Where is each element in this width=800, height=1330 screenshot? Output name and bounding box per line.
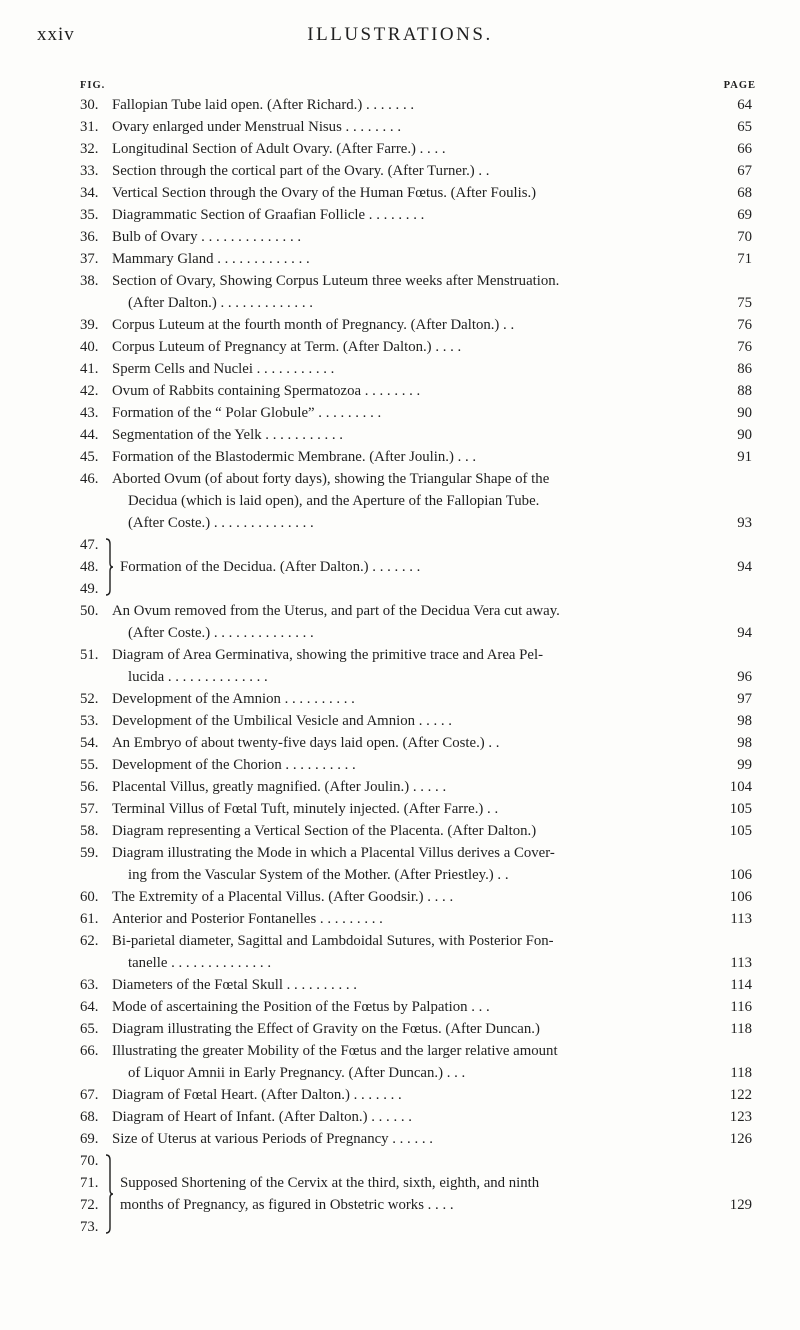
- entry-title: Ovary enlarged under Menstrual Nisus . . . . . . . .: [112, 119, 402, 135]
- entry-title: The Extremity of a Placental Villus. (After Goodsir.) . . . .: [112, 889, 454, 905]
- entry-line: [0, 1106, 800, 1128]
- entry-title: Section through the cortical part of the Ovary. (After Turner.) . .: [112, 163, 490, 179]
- entry-title: Fallopian Tube laid open. (After Richard.) . . . . . . .: [112, 97, 415, 113]
- list-entry: [0, 468, 800, 534]
- figure-number: 37.: [80, 251, 99, 267]
- list-entry: [0, 314, 800, 336]
- page-ref: 96: [737, 669, 752, 685]
- list-entry: [0, 380, 800, 402]
- figure-number: 47.: [80, 537, 99, 553]
- page-ref: 86: [737, 361, 752, 377]
- list-entry: [0, 160, 800, 182]
- list-entry: [0, 798, 800, 820]
- list-entry: [0, 1128, 800, 1150]
- figure-number: 39.: [80, 317, 99, 333]
- entry-line: [0, 424, 800, 446]
- entry-line: [0, 336, 800, 358]
- list-entry: [0, 1106, 800, 1128]
- entry-title: Placental Villus, greatly magnified. (After Joulin.) . . . . .: [112, 779, 447, 795]
- list-entry: [0, 974, 800, 996]
- figure-number: 62.: [80, 933, 99, 949]
- entry-line: [0, 512, 800, 534]
- entry-line: [0, 446, 800, 468]
- list-entry: [0, 732, 800, 754]
- page-ref: 114: [730, 977, 752, 993]
- entry-line: [0, 622, 800, 644]
- entry-line: [0, 270, 800, 292]
- page-ref: 94: [737, 559, 752, 575]
- entry-line: [0, 380, 800, 402]
- figure-number: 70.: [80, 1153, 99, 1169]
- entry-line: [0, 138, 800, 160]
- entry-title: Mode of ascertaining the Position of the Fœtus by Palpation . . .: [112, 999, 490, 1015]
- page-ref: 76: [737, 317, 752, 333]
- entry-title: Sperm Cells and Nuclei . . . . . . . . . . .: [112, 361, 335, 377]
- entry-title: Corpus Luteum at the fourth month of Pregnancy. (After Dalton.) . .: [112, 317, 515, 333]
- page-ref: 98: [737, 713, 752, 729]
- entry-title: Development of the Umbilical Vesicle and Amnion . . . . .: [112, 713, 452, 729]
- figure-number: 55.: [80, 757, 99, 773]
- figure-number: 30.: [80, 97, 99, 113]
- entry-title: Diagram of Area Germinativa, showing the primitive trace and Area Pel-: [112, 647, 544, 663]
- entry-line: [0, 1084, 800, 1106]
- list-entry: [0, 556, 800, 578]
- figure-number: 31.: [80, 119, 99, 135]
- list-entry: [0, 182, 800, 204]
- entry-line: [0, 1194, 800, 1216]
- list-entry: [0, 930, 800, 974]
- entry-title: (After Coste.) . . . . . . . . . . . . . .: [128, 515, 314, 531]
- list-entry: [0, 402, 800, 424]
- list-entry: [0, 754, 800, 776]
- list-entry: [0, 578, 800, 600]
- page-ref: 90: [737, 405, 752, 421]
- page-title: ILLUSTRATIONS.: [307, 24, 493, 45]
- entry-line: [0, 94, 800, 116]
- list-entry: [0, 226, 800, 248]
- entry-line: [0, 930, 800, 952]
- entry-title: (After Dalton.) . . . . . . . . . . . . .: [128, 295, 313, 311]
- page-ref: 98: [737, 735, 752, 751]
- page-ref: 97: [737, 691, 752, 707]
- entry-line: [0, 226, 800, 248]
- list-entry: [0, 1084, 800, 1106]
- entry-title: lucida . . . . . . . . . . . . . .: [128, 669, 268, 685]
- entry-title: Size of Uterus at various Periods of Pregnancy . . . . . .: [112, 1131, 433, 1147]
- entry-line: [0, 710, 800, 732]
- entry-line: [0, 666, 800, 688]
- entry-title: Development of the Chorion . . . . . . . . . .: [112, 757, 356, 773]
- page-ref: 67: [737, 163, 752, 179]
- entry-line: [0, 688, 800, 710]
- entry-line: [0, 1018, 800, 1040]
- figure-number: 59.: [80, 845, 99, 861]
- list-entry: [0, 336, 800, 358]
- entry-title: Terminal Villus of Fœtal Tuft, minutely injected. (After Farre.) . .: [112, 801, 499, 817]
- page-ref: 105: [729, 823, 752, 839]
- page-ref: 113: [730, 911, 752, 927]
- page-ref: 75: [737, 295, 752, 311]
- entry-title: Supposed Shortening of the Cervix at the third, sixth, eighth, and ninth: [120, 1175, 540, 1191]
- figure-number: 58.: [80, 823, 99, 839]
- entry-title: Formation of the Decidua. (After Dalton.) . . . . . . .: [120, 559, 421, 575]
- entry-title: (After Coste.) . . . . . . . . . . . . . .: [128, 625, 314, 641]
- page-ref: 129: [729, 1197, 752, 1213]
- entry-title: Longitudinal Section of Adult Ovary. (After Farre.) . . . .: [112, 141, 446, 157]
- figure-number: 36.: [80, 229, 99, 245]
- illustrations-list: [0, 94, 800, 1238]
- figure-number: 43.: [80, 405, 99, 421]
- page-column-label: PAGE: [723, 80, 756, 91]
- figure-number: 73.: [80, 1219, 99, 1235]
- page-ref: 94: [737, 625, 752, 641]
- entry-title: ing from the Vascular System of the Mother. (After Priestley.) . .: [128, 867, 509, 883]
- entry-title: Bi-parietal diameter, Sagittal and Lambdoidal Sutures, with Posterior Fon-: [112, 933, 554, 949]
- entry-title: Anterior and Posterior Fontanelles . . . . . . . . .: [112, 911, 383, 927]
- figure-number: 42.: [80, 383, 99, 399]
- page-ref: 123: [729, 1109, 752, 1125]
- figure-number: 38.: [80, 273, 99, 289]
- page-ref: 64: [737, 97, 752, 113]
- page-number: xxiv: [37, 24, 75, 45]
- entry-line: [0, 1216, 800, 1238]
- entry-title: Formation of the “ Polar Globule” . . . . . . . . .: [112, 405, 382, 421]
- entry-title: Diagram illustrating the Effect of Gravity on the Fœtus. (After Duncan.): [112, 1021, 540, 1037]
- entry-line: [0, 776, 800, 798]
- entry-line: [0, 1128, 800, 1150]
- figure-number: 33.: [80, 163, 99, 179]
- entry-title: Bulb of Ovary . . . . . . . . . . . . . .: [112, 229, 302, 245]
- entry-line: [0, 864, 800, 886]
- page-ref: 88: [737, 383, 752, 399]
- figure-number: 49.: [80, 581, 99, 597]
- entry-line: [0, 996, 800, 1018]
- entry-title: Vertical Section through the Ovary of the Human Fœtus. (After Foulis.): [112, 185, 537, 201]
- page-ref: 76: [737, 339, 752, 355]
- list-entry: [0, 644, 800, 688]
- entry-line: [0, 842, 800, 864]
- entry-title: Corpus Luteum of Pregnancy at Term. (After Dalton.) . . . .: [112, 339, 462, 355]
- page-ref: 104: [729, 779, 752, 795]
- figure-number: 48.: [80, 559, 99, 575]
- entry-line: [0, 204, 800, 226]
- figure-number: 40.: [80, 339, 99, 355]
- figure-number: 65.: [80, 1021, 99, 1037]
- entry-line: [0, 578, 800, 600]
- entry-title: of Liquor Amnii in Early Pregnancy. (After Duncan.) . . .: [128, 1065, 466, 1081]
- list-entry: [0, 116, 800, 138]
- figure-number: 50.: [80, 603, 99, 619]
- figure-number: 52.: [80, 691, 99, 707]
- list-entry: [0, 600, 800, 644]
- entry-line: [0, 160, 800, 182]
- figure-number: 45.: [80, 449, 99, 465]
- entry-line: [0, 468, 800, 490]
- list-entry: [0, 1172, 800, 1194]
- figure-number: 71.: [80, 1175, 99, 1191]
- brace-icon: [104, 1154, 114, 1234]
- list-entry: [0, 908, 800, 930]
- entry-title: tanelle . . . . . . . . . . . . . .: [128, 955, 272, 971]
- entry-line: [0, 952, 800, 974]
- figure-number: 44.: [80, 427, 99, 443]
- figure-number: 35.: [80, 207, 99, 223]
- list-entry: [0, 1018, 800, 1040]
- entry-line: [0, 490, 800, 512]
- entry-title: Mammary Gland . . . . . . . . . . . . .: [112, 251, 310, 267]
- page-ref: 71: [737, 251, 752, 267]
- list-entry: [0, 886, 800, 908]
- figure-number: 67.: [80, 1087, 99, 1103]
- page-ref: 106: [729, 867, 752, 883]
- entry-line: [0, 886, 800, 908]
- page-ref: 70: [737, 229, 752, 245]
- entry-line: [0, 292, 800, 314]
- entry-line: [0, 358, 800, 380]
- list-entry: [0, 1150, 800, 1172]
- figure-number: 69.: [80, 1131, 99, 1147]
- entry-line: [0, 908, 800, 930]
- entry-title: Diameters of the Fœtal Skull . . . . . . . . . .: [112, 977, 357, 993]
- page-ref: 106: [729, 889, 752, 905]
- entry-title: Diagram illustrating the Mode in which a Placental Villus derives a Cover-: [112, 845, 555, 861]
- list-entry: [0, 534, 800, 556]
- entry-line: [0, 1150, 800, 1172]
- list-entry: [0, 776, 800, 798]
- page-ref: 126: [729, 1131, 752, 1147]
- entry-title: Development of the Amnion . . . . . . . . . .: [112, 691, 355, 707]
- entry-line: [0, 1040, 800, 1062]
- figure-number: 64.: [80, 999, 99, 1015]
- page-ref: 93: [737, 515, 752, 531]
- entry-title: Illustrating the greater Mobility of the Fœtus and the larger relative amount: [112, 1043, 558, 1059]
- entry-line: [0, 974, 800, 996]
- entry-line: [0, 534, 800, 556]
- page-ref: 90: [737, 427, 752, 443]
- page-ref: 68: [737, 185, 752, 201]
- list-entry: [0, 138, 800, 160]
- page-ref: 122: [729, 1087, 752, 1103]
- page-ref: 99: [737, 757, 752, 773]
- list-entry: [0, 94, 800, 116]
- list-entry: [0, 1194, 800, 1216]
- list-entry: [0, 820, 800, 842]
- page-ref: 118: [730, 1021, 752, 1037]
- running-head: [0, 20, 800, 52]
- entry-line: [0, 798, 800, 820]
- entry-line: [0, 732, 800, 754]
- figure-number: 57.: [80, 801, 99, 817]
- figure-number: 51.: [80, 647, 99, 663]
- page-ref: 66: [737, 141, 752, 157]
- figure-number: 32.: [80, 141, 99, 157]
- entry-title: An Ovum removed from the Uterus, and part of the Decidua Vera cut away.: [112, 603, 560, 619]
- entry-title: Diagram of Fœtal Heart. (After Dalton.) . . . . . . .: [112, 1087, 402, 1103]
- entry-line: [0, 314, 800, 336]
- entry-line: [0, 1062, 800, 1084]
- entry-line: [0, 600, 800, 622]
- entry-title: Aborted Ovum (of about forty days), showing the Triangular Shape of the: [112, 471, 550, 487]
- list-entry: [0, 1216, 800, 1238]
- entry-line: [0, 182, 800, 204]
- page-ref: 113: [730, 955, 752, 971]
- fig-column-label: FIG.: [80, 80, 106, 91]
- list-entry: [0, 358, 800, 380]
- entry-title: Section of Ovary, Showing Corpus Luteum three weeks after Menstruation.: [112, 273, 560, 289]
- list-entry: [0, 248, 800, 270]
- entry-title: Diagram representing a Vertical Section of the Placenta. (After Dalton.): [112, 823, 537, 839]
- figure-number: 54.: [80, 735, 99, 751]
- figure-number: 53.: [80, 713, 99, 729]
- page-ref: 105: [729, 801, 752, 817]
- figure-number: 66.: [80, 1043, 99, 1059]
- entry-title: Formation of the Blastodermic Membrane. (After Joulin.) . . .: [112, 449, 477, 465]
- figure-number: 61.: [80, 911, 99, 927]
- list-entry: [0, 446, 800, 468]
- entry-line: [0, 820, 800, 842]
- page-ref: 65: [737, 119, 752, 135]
- list-entry: [0, 204, 800, 226]
- figure-number: 72.: [80, 1197, 99, 1213]
- entry-title: Segmentation of the Yelk . . . . . . . . . . .: [112, 427, 343, 443]
- list-entry: [0, 710, 800, 732]
- brace-icon: [104, 538, 114, 596]
- entry-title: Diagrammatic Section of Graafian Follicle . . . . . . . .: [112, 207, 425, 223]
- figure-number: 63.: [80, 977, 99, 993]
- list-entry: [0, 688, 800, 710]
- entry-title: months of Pregnancy, as figured in Obstetric works . . . .: [120, 1197, 454, 1213]
- figure-number: 46.: [80, 471, 99, 487]
- page-ref: 118: [730, 1065, 752, 1081]
- page-ref: 116: [730, 999, 752, 1015]
- entry-line: [0, 116, 800, 138]
- page-ref: 91: [737, 449, 752, 465]
- entry-line: [0, 402, 800, 424]
- entry-title: Diagram of Heart of Infant. (After Dalton.) . . . . . .: [112, 1109, 412, 1125]
- entry-line: [0, 248, 800, 270]
- figure-number: 60.: [80, 889, 99, 905]
- entry-title: Ovum of Rabbits containing Spermatozoa . . . . . . . .: [112, 383, 421, 399]
- list-entry: [0, 1040, 800, 1084]
- figure-number: 41.: [80, 361, 99, 377]
- figure-number: 56.: [80, 779, 99, 795]
- entry-line: [0, 754, 800, 776]
- list-entry: [0, 424, 800, 446]
- list-entry: [0, 270, 800, 314]
- page-ref: 69: [737, 207, 752, 223]
- list-entry: [0, 842, 800, 886]
- list-entry: [0, 996, 800, 1018]
- entry-line: [0, 556, 800, 578]
- entry-title: Decidua (which is laid open), and the Aperture of the Fallopian Tube.: [128, 493, 540, 509]
- figure-number: 34.: [80, 185, 99, 201]
- entry-line: [0, 644, 800, 666]
- figure-number: 68.: [80, 1109, 99, 1125]
- entry-title: An Embryo of about twenty-five days laid open. (After Coste.) . .: [112, 735, 500, 751]
- entry-line: [0, 1172, 800, 1194]
